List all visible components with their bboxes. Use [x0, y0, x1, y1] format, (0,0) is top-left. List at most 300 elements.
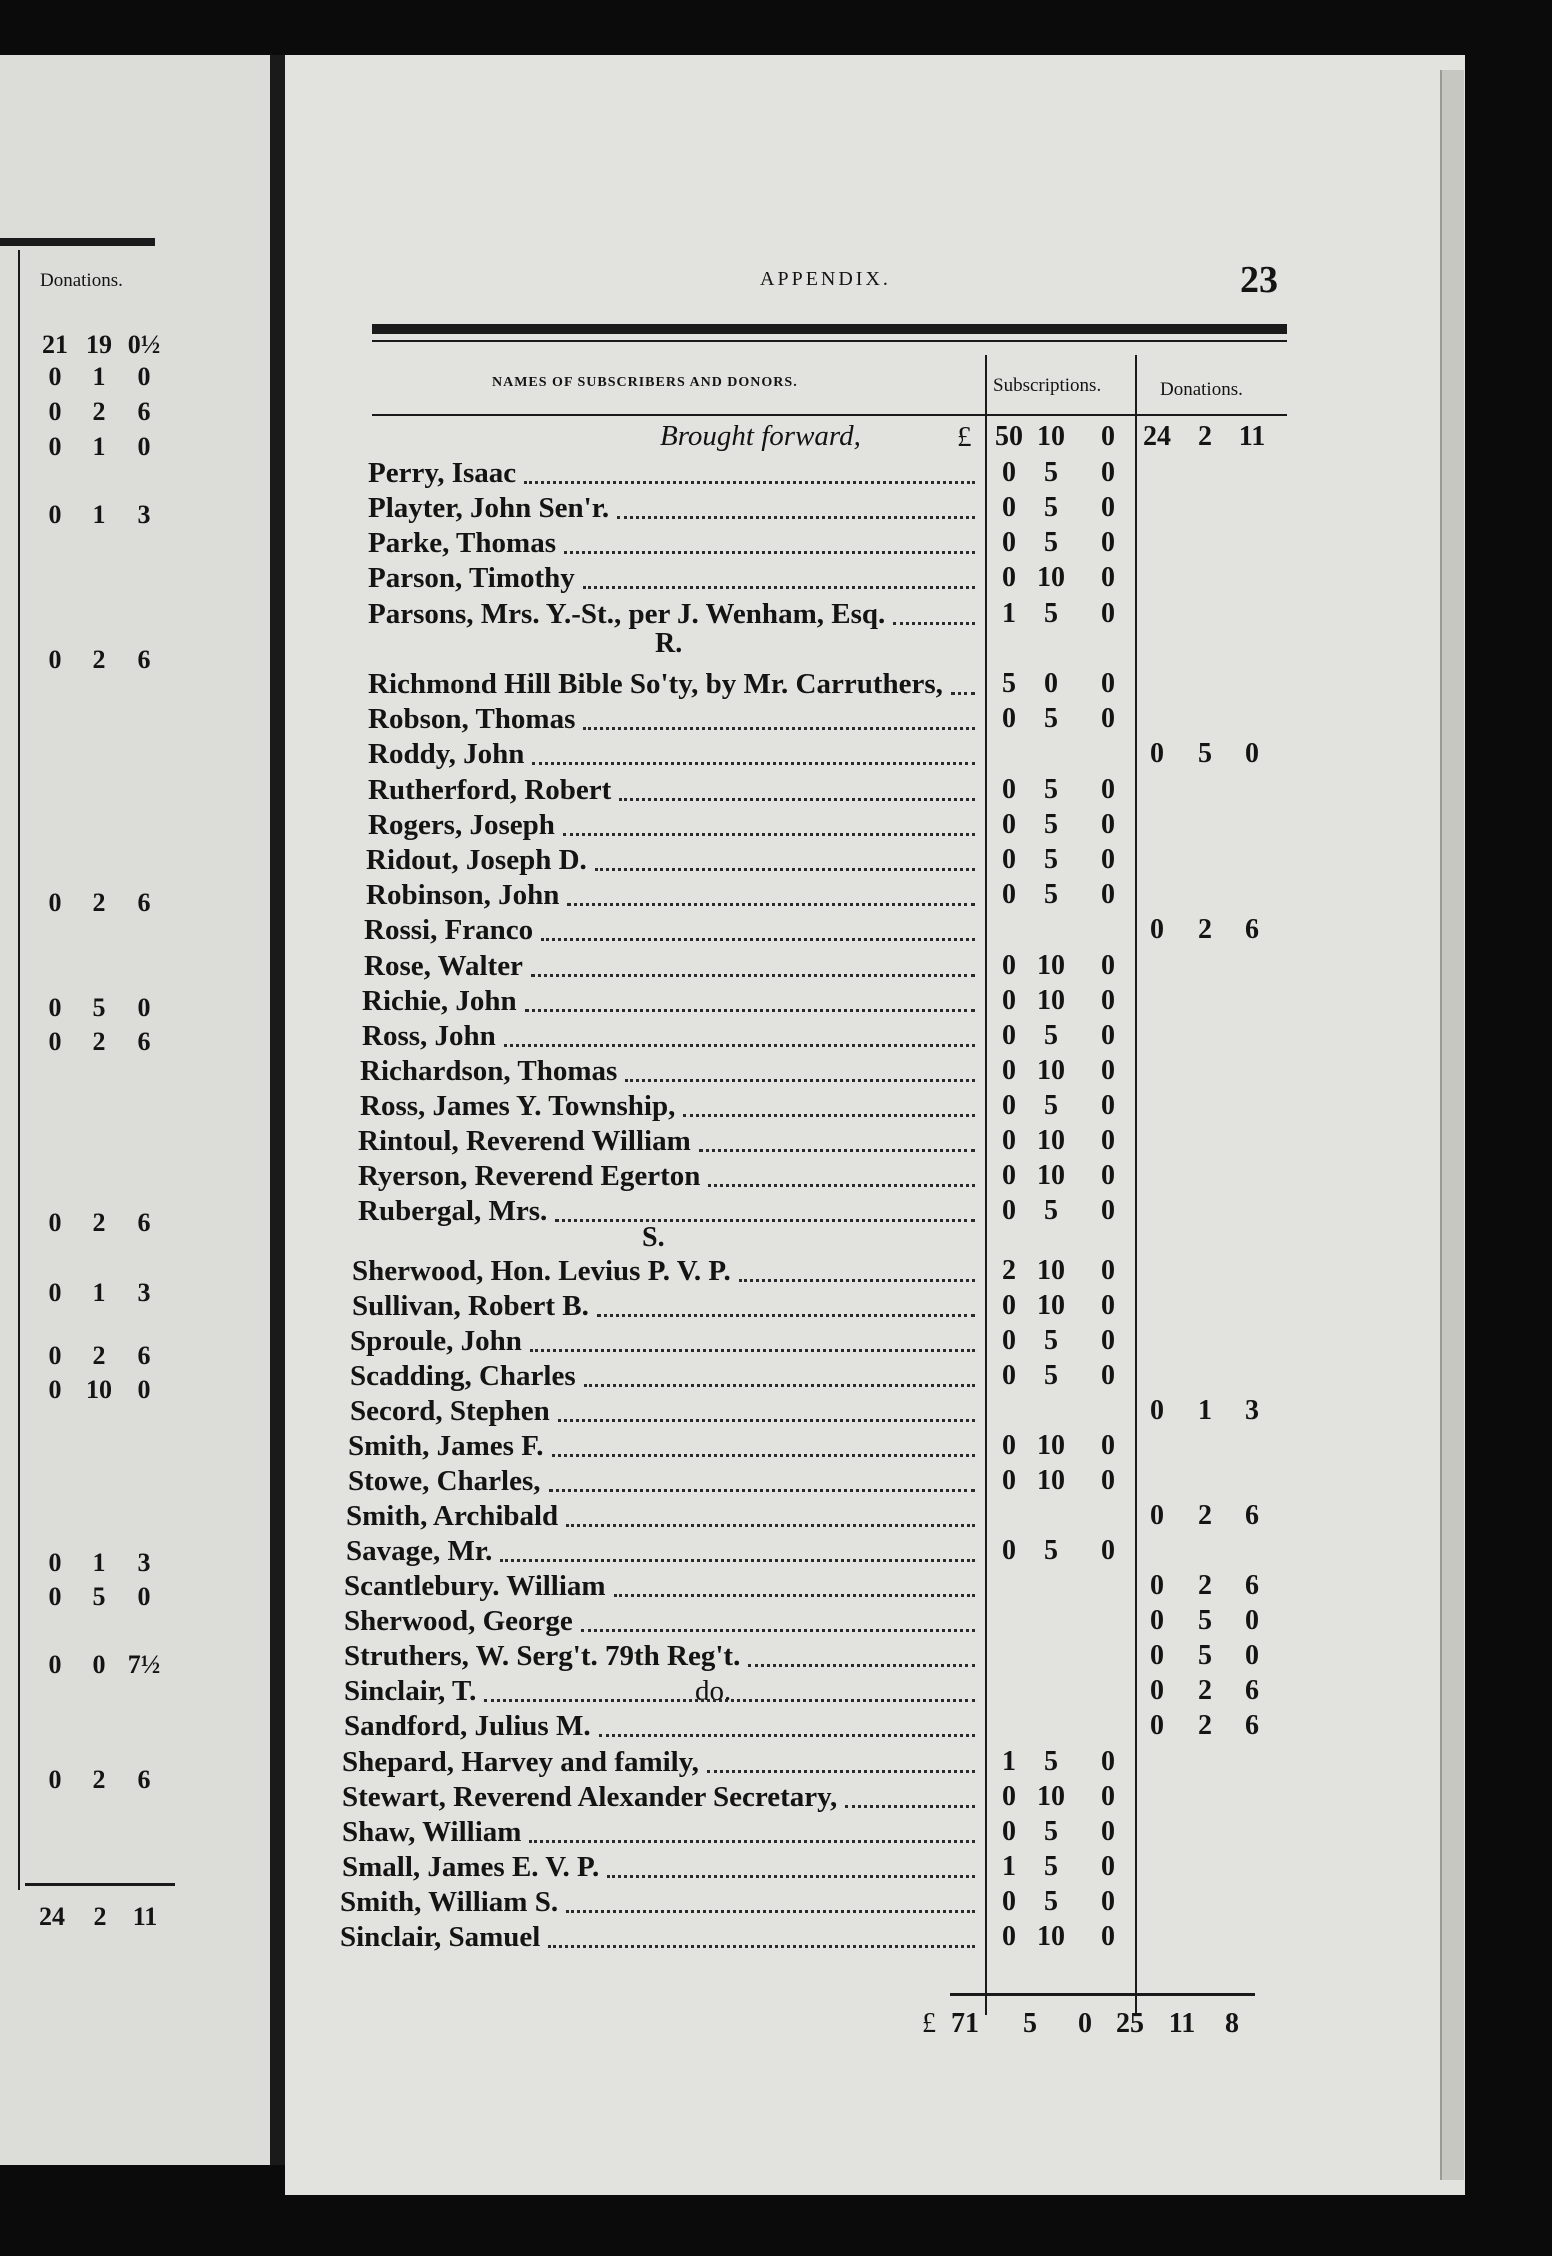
left-page-donation-pounds: 0: [48, 1548, 62, 1577]
subscription-pence: 0: [1101, 457, 1115, 488]
subscription-shillings: 5: [1044, 1535, 1058, 1566]
left-page-donation-pounds: 0: [48, 645, 62, 674]
subscription-pounds: 5: [1002, 668, 1016, 699]
subscriber-entry: [0, 1360, 1552, 1394]
subscriber-name: Ridout, Joseph D.: [366, 844, 587, 876]
dot-leader: [549, 1477, 975, 1492]
left-page-donation-shillings: 10: [86, 1375, 112, 1404]
donation-pounds: 0: [1150, 1570, 1164, 1601]
dot-leader: [552, 1442, 975, 1457]
dot-leader: [583, 715, 975, 730]
donation-shillings: 1: [1198, 1395, 1212, 1426]
subscriber-entry: [0, 668, 1552, 702]
left-page-donation-shillings: 2: [92, 1765, 106, 1794]
dot-leader: [530, 1337, 975, 1352]
subscription-pence: 0: [1101, 1090, 1115, 1121]
left-page-donation-pounds: 0: [48, 1027, 62, 1056]
subscription-pounds: 0: [1002, 1325, 1016, 1356]
dot-leader: [951, 680, 975, 695]
left-page-donation-shillings: 2: [92, 645, 106, 674]
subscriber-entry: [0, 598, 1552, 632]
brought-forward-donation-pounds: 24: [1143, 421, 1171, 452]
left-page-donation-pence: 0: [137, 432, 151, 461]
donation-pence: 6: [1245, 1710, 1259, 1741]
dot-leader: [531, 962, 975, 977]
donation-pounds: 0: [1150, 914, 1164, 945]
left-page-donation-pence: 7½: [127, 1650, 161, 1679]
subscriber-entry: [0, 492, 1552, 526]
left-page-donation-shillings: 1: [92, 1278, 106, 1307]
subscription-pounds: 0: [1002, 1020, 1016, 1051]
subscriber-name: Parsons, Mrs. Y.-St., per J. Wenham, Esq.: [368, 598, 886, 630]
subscription-pounds: 0: [1002, 1055, 1016, 1086]
subscription-pence: 0: [1101, 1465, 1115, 1496]
subscription-shillings: 5: [1044, 1886, 1058, 1917]
subscriber-name: Savage, Mr.: [346, 1535, 493, 1567]
subscriber-name: Rose, Walter: [364, 950, 523, 982]
subscriber-entry: [0, 1675, 1552, 1709]
left-page-donation-shillings: 1: [92, 362, 106, 391]
dot-leader: [583, 574, 975, 589]
left-page-donation-shillings: 5: [92, 993, 106, 1022]
subscription-pounds: 0: [1002, 1465, 1016, 1496]
subscriber-name: Robson, Thomas: [368, 703, 576, 735]
subscription-shillings: 5: [1044, 527, 1058, 558]
subscriber-entry: [0, 1195, 1552, 1229]
subscription-pounds: 0: [1002, 844, 1016, 875]
left-page-donation-shillings: 19: [86, 330, 112, 359]
subscription-shillings: 5: [1044, 1195, 1058, 1226]
subscription-pounds: 0: [1002, 1125, 1016, 1156]
subscription-pence: 0: [1101, 1816, 1115, 1847]
left-page-donation-pounds: 0: [48, 397, 62, 426]
subscriber-name: Roddy, John: [368, 738, 525, 770]
brought-forward-donation-pence: 11: [1238, 421, 1266, 452]
left-page-donation-shillings: 1: [92, 500, 106, 529]
subscription-pounds: 0: [1002, 1195, 1016, 1226]
dot-leader: [607, 1863, 975, 1878]
subscription-shillings: 10: [1037, 950, 1065, 981]
subscription-shillings: 5: [1044, 1325, 1058, 1356]
subscription-shillings: 5: [1044, 774, 1058, 805]
subscription-pounds: 0: [1002, 985, 1016, 1016]
left-page-donation-pence: 6: [137, 888, 151, 917]
left-page-donation-pounds: 0: [48, 1375, 62, 1404]
subscriber-entry: [0, 1535, 1552, 1569]
left-page-top-rule: [0, 238, 155, 246]
left-page-donation-pounds: 0: [48, 1341, 62, 1370]
subscriber-name: Secord, Stephen: [350, 1395, 550, 1427]
subscription-shillings: 10: [1037, 1055, 1065, 1086]
dot-leader: [504, 1032, 975, 1047]
subscription-shillings: 5: [1044, 1020, 1058, 1051]
subscription-pence: 0: [1101, 1195, 1115, 1226]
brought-forward-subscription-pounds: 50: [995, 421, 1023, 452]
donation-pounds: 0: [1150, 1640, 1164, 1671]
left-page-donation-pence: 0½: [127, 330, 161, 359]
donation-shillings: 5: [1198, 1640, 1212, 1671]
left-page-donation-pence: 0: [137, 362, 151, 391]
subscription-pounds: 0: [1002, 457, 1016, 488]
subscriber-entry: [0, 1395, 1552, 1429]
subscriber-entry: [0, 1640, 1552, 1674]
donation-pence: 6: [1245, 1500, 1259, 1531]
subscription-pounds: 0: [1002, 809, 1016, 840]
subscription-pence: 0: [1101, 1125, 1115, 1156]
subscriber-entry: [0, 457, 1552, 491]
subscription-shillings: 5: [1044, 1816, 1058, 1847]
subscription-shillings: 5: [1044, 844, 1058, 875]
dot-leader: [541, 926, 975, 941]
subscription-pence: 0: [1101, 1746, 1115, 1777]
left-page-donation-shillings: 5: [92, 1582, 106, 1611]
left-page-donation-pounds: 0: [48, 1208, 62, 1237]
brought-forward-subscription-pence: 0: [1101, 421, 1115, 452]
left-page-donation-row: [35, 397, 165, 427]
subscription-pounds: 1: [1002, 1746, 1016, 1777]
total-subscription-shillings: 5: [1023, 2008, 1037, 2039]
left-page-donation-pence: 0: [137, 1375, 151, 1404]
subscriber-entry: [0, 1781, 1552, 1815]
subscriber-name: Scantlebury. William: [344, 1570, 606, 1602]
brought-forward-currency: £: [957, 421, 972, 453]
subscription-shillings: 10: [1037, 1160, 1065, 1191]
subscription-shillings: 10: [1037, 1255, 1065, 1286]
subscription-pounds: 0: [1002, 1921, 1016, 1952]
donation-pence: 6: [1245, 1675, 1259, 1706]
subscriber-name: Richie, John: [362, 985, 517, 1017]
subscription-pounds: 0: [1002, 1886, 1016, 1917]
section-letter-s: S.: [642, 1222, 665, 1253]
donation-pence: 6: [1245, 914, 1259, 945]
donation-shillings: 2: [1198, 1570, 1212, 1601]
subscriber-name: Sinclair, T.: [344, 1675, 477, 1707]
dot-leader: [619, 786, 975, 801]
dot-leader: [845, 1793, 975, 1808]
dot-leader: [625, 1067, 975, 1082]
subscriber-entry: [0, 1290, 1552, 1324]
subscription-pence: 0: [1101, 562, 1115, 593]
subscription-shillings: 5: [1044, 809, 1058, 840]
subscription-pence: 0: [1101, 985, 1115, 1016]
left-page-donation-pence: 3: [137, 1548, 151, 1577]
subscriber-name: Shaw, William: [342, 1816, 522, 1848]
left-page-donation-pence: 6: [137, 1208, 151, 1237]
subscriber-name: Sherwood, George: [344, 1605, 573, 1637]
subscription-pence: 0: [1101, 492, 1115, 523]
section-letter-r: R.: [655, 628, 683, 659]
subscriber-entry: [0, 527, 1552, 561]
subscriber-name: Smith, William S.: [340, 1886, 559, 1918]
subscriber-entry: [0, 1125, 1552, 1159]
left-page-donation-pence: 0: [137, 1582, 151, 1611]
subscriber-entry: [0, 1710, 1552, 1744]
subscriber-name: Rubergal, Mrs.: [358, 1195, 548, 1227]
subscription-shillings: 10: [1037, 1125, 1065, 1156]
subscription-pounds: 0: [1002, 1430, 1016, 1461]
subscription-pounds: 0: [1002, 703, 1016, 734]
dot-leader: [525, 997, 975, 1012]
subscription-pounds: 0: [1002, 562, 1016, 593]
subscription-pence: 0: [1101, 1886, 1115, 1917]
ditto-mark: do.: [695, 1675, 732, 1707]
subscription-pounds: 0: [1002, 1090, 1016, 1121]
brought-forward-donation-shillings: 2: [1198, 421, 1212, 452]
subscriber-entry: [0, 1090, 1552, 1124]
subscription-pounds: 0: [1002, 492, 1016, 523]
subscription-pence: 0: [1101, 844, 1115, 875]
left-page-donation-pounds: 0: [48, 993, 62, 1022]
subscription-pounds: 0: [1002, 527, 1016, 558]
subscriber-entry: [0, 1465, 1552, 1499]
dot-leader: [708, 1172, 975, 1187]
dot-leader: [548, 1933, 975, 1948]
subscription-shillings: 5: [1044, 1090, 1058, 1121]
left-page-donation-shillings: 2: [92, 397, 106, 426]
left-page-donation-pence: 6: [137, 397, 151, 426]
subscriber-entry: [0, 1746, 1552, 1780]
subscription-shillings: 10: [1037, 1430, 1065, 1461]
left-page-donation-pence: 6: [137, 1765, 151, 1794]
dot-leader: [739, 1267, 975, 1282]
donation-pence: 3: [1245, 1395, 1259, 1426]
subscriber-entry: [0, 879, 1552, 913]
left-page-donation-pounds: 0: [48, 1650, 62, 1679]
dot-leader: [595, 856, 975, 871]
subscriber-entry: [0, 1851, 1552, 1885]
left-page-donation-shillings: 0: [92, 1650, 106, 1679]
left-page-donations-header: Donations.: [40, 270, 123, 291]
donation-pounds: 0: [1150, 1605, 1164, 1636]
subscriber-name: Rogers, Joseph: [368, 809, 555, 841]
left-page-donation-pounds: 0: [48, 888, 62, 917]
donation-pounds: 0: [1150, 1500, 1164, 1531]
subscriber-name: Sullivan, Robert B.: [352, 1290, 589, 1322]
subscription-shillings: 5: [1044, 1851, 1058, 1882]
dot-leader: [500, 1547, 975, 1562]
subscription-pence: 0: [1101, 1255, 1115, 1286]
subscription-shillings: 0: [1044, 668, 1058, 699]
subscription-pounds: 0: [1002, 774, 1016, 805]
subscriber-name: Robinson, John: [366, 879, 560, 911]
dot-leader: [597, 1302, 975, 1317]
left-page-donation-shillings: 2: [92, 1208, 106, 1237]
subscription-pence: 0: [1101, 1360, 1115, 1391]
subscription-pence: 0: [1101, 879, 1115, 910]
subscription-pounds: 0: [1002, 1290, 1016, 1321]
left-page-donation-shillings: 2: [92, 1341, 106, 1370]
left-page-donation-pence: 6: [137, 645, 151, 674]
subscription-pence: 0: [1101, 598, 1115, 629]
subscription-pence: 0: [1101, 1055, 1115, 1086]
subscriber-name: Rutherford, Robert: [368, 774, 612, 806]
subscription-pence: 0: [1101, 1430, 1115, 1461]
subscriber-name: Stowe, Charles,: [348, 1465, 541, 1497]
donation-shillings: 2: [1198, 1500, 1212, 1531]
subscriber-name: Parke, Thomas: [368, 527, 556, 559]
subscription-pounds: 0: [1002, 1816, 1016, 1847]
dot-leader: [581, 1617, 975, 1632]
left-page-donation-pounds: 0: [48, 1278, 62, 1307]
subscription-pence: 0: [1101, 668, 1115, 699]
subscription-pence: 0: [1101, 1921, 1115, 1952]
subscriber-entry: [0, 1921, 1552, 1955]
subscriber-entry: [0, 738, 1552, 772]
dot-leader: [566, 1512, 975, 1527]
left-page-donation-row: [35, 330, 165, 360]
totals-rule: [950, 1993, 1255, 1996]
subscriber-entry: [0, 1430, 1552, 1464]
header-thin-rule: [372, 340, 1287, 342]
donation-pence: 0: [1245, 1605, 1259, 1636]
subscription-shillings: 5: [1044, 879, 1058, 910]
donation-shillings: 5: [1198, 1605, 1212, 1636]
subscriber-entry: [0, 1160, 1552, 1194]
dot-leader: [617, 504, 975, 519]
dot-leader: [614, 1582, 975, 1597]
subscriber-name: Sinclair, Samuel: [340, 1921, 541, 1953]
subscriber-name: Struthers, W. Serg't. 79th Reg't.: [344, 1640, 741, 1672]
donation-pence: 0: [1245, 738, 1259, 769]
subscriber-entry: [0, 774, 1552, 808]
left-page-donation-pence: 0: [137, 993, 151, 1022]
left-page-donation-pounds: 0: [48, 1582, 62, 1611]
dot-leader: [566, 1898, 975, 1913]
dot-leader: [558, 1407, 975, 1422]
left-page-total-pounds: 24: [39, 1902, 65, 1931]
dot-leader: [699, 1137, 975, 1152]
total-subscription-pence: 0: [1078, 2008, 1092, 2039]
left-page-donation-shillings: 2: [92, 1027, 106, 1056]
donation-pounds: 0: [1150, 1395, 1164, 1426]
subscriber-entry: [0, 1020, 1552, 1054]
subscription-shillings: 5: [1044, 703, 1058, 734]
total-donation-pence: 8: [1225, 2008, 1239, 2039]
subscription-shillings: 5: [1044, 598, 1058, 629]
brought-forward-subscription-shillings: 10: [1037, 421, 1065, 452]
subscription-pence: 0: [1101, 1851, 1115, 1882]
left-page-donation-pence: 3: [137, 500, 151, 529]
donation-pounds: 0: [1150, 1675, 1164, 1706]
dot-leader: [524, 469, 975, 484]
subscription-shillings: 10: [1037, 985, 1065, 1016]
subscription-shillings: 5: [1044, 492, 1058, 523]
subscriptions-column-header: Subscriptions.: [993, 375, 1102, 396]
subscriber-entry: [0, 1055, 1552, 1089]
header-thick-rule: [372, 324, 1287, 334]
left-page-donation-pence: 6: [137, 1027, 151, 1056]
donation-shillings: 2: [1198, 1675, 1212, 1706]
subscriber-name: Smith, Archibald: [346, 1500, 559, 1532]
dot-leader: [555, 1207, 975, 1222]
dot-leader: [564, 539, 975, 554]
subscriber-entry: [0, 1500, 1552, 1534]
subscription-pounds: 1: [1002, 598, 1016, 629]
donation-pence: 6: [1245, 1570, 1259, 1601]
subscriber-name: Ross, James Y. Township,: [360, 1090, 676, 1122]
subscriber-entry: [0, 809, 1552, 843]
left-page-donation-shillings: 1: [92, 1548, 106, 1577]
subscription-shillings: 10: [1037, 1921, 1065, 1952]
left-page-donation-shillings: 1: [92, 432, 106, 461]
total-donation-shillings: 11: [1168, 2008, 1196, 2039]
subscription-pounds: 0: [1002, 1781, 1016, 1812]
donation-shillings: 2: [1198, 1710, 1212, 1741]
donation-shillings: 2: [1198, 914, 1212, 945]
names-column-header: NAMES OF SUBSCRIBERS AND DONORS.: [492, 375, 798, 390]
subscription-pounds: 0: [1002, 1360, 1016, 1391]
subscription-pence: 0: [1101, 774, 1115, 805]
subscriber-name: Parson, Timothy: [368, 562, 575, 594]
subscriber-entry: [0, 985, 1552, 1019]
brought-forward-label: Brought forward,: [660, 420, 861, 452]
subscription-pounds: 0: [1002, 950, 1016, 981]
dot-leader: [563, 821, 975, 836]
subscriber-name: Perry, Isaac: [368, 457, 517, 489]
subscription-pounds: 1: [1002, 1851, 1016, 1882]
subscription-pence: 0: [1101, 1535, 1115, 1566]
subscriber-name: Smith, James F.: [348, 1430, 544, 1462]
subscription-shillings: 10: [1037, 562, 1065, 593]
subscription-shillings: 10: [1037, 1290, 1065, 1321]
left-page-donation-pounds: 0: [48, 1765, 62, 1794]
left-page-donation-pounds: 21: [42, 330, 68, 359]
subscriber-entry: [0, 1886, 1552, 1920]
dot-leader: [584, 1372, 975, 1387]
left-page-donation-row: [35, 362, 165, 392]
subscriber-entry: [0, 914, 1552, 948]
total-subscription-pounds: 71: [951, 2008, 979, 2039]
subscriber-name: Richardson, Thomas: [360, 1055, 618, 1087]
subscription-shillings: 5: [1044, 457, 1058, 488]
subscription-pence: 0: [1101, 809, 1115, 840]
left-page-total-shillings: 2: [93, 1902, 107, 1931]
subscription-shillings: 5: [1044, 1360, 1058, 1391]
left-page-donation-pounds: 0: [48, 500, 62, 529]
dot-leader: [748, 1652, 975, 1667]
left-page-donation-pounds: 0: [48, 432, 62, 461]
subscription-pence: 0: [1101, 703, 1115, 734]
dot-leader: [484, 1687, 975, 1702]
subscription-shillings: 5: [1044, 1746, 1058, 1777]
subscriber-name: Rossi, Franco: [364, 914, 534, 946]
donation-pence: 0: [1245, 1640, 1259, 1671]
donation-pounds: 0: [1150, 738, 1164, 769]
dot-leader: [532, 750, 975, 765]
subscription-shillings: 10: [1037, 1781, 1065, 1812]
left-page-donation-shillings: 2: [92, 888, 106, 917]
donation-shillings: 5: [1198, 738, 1212, 769]
subscription-pence: 0: [1101, 1781, 1115, 1812]
dot-leader: [683, 1102, 975, 1117]
subscription-pence: 0: [1101, 1020, 1115, 1051]
totals-currency: £: [922, 2008, 936, 2039]
subscriber-entry: [0, 1255, 1552, 1289]
subscriber-entry: [0, 562, 1552, 596]
column-header-rule: [372, 414, 1287, 416]
dot-leader: [893, 610, 975, 625]
subscription-pence: 0: [1101, 950, 1115, 981]
subscription-pounds: 0: [1002, 1535, 1016, 1566]
dot-leader: [529, 1828, 975, 1843]
subscriber-entry: [0, 1605, 1552, 1639]
subscriber-name: Small, James E. V. P.: [342, 1851, 600, 1883]
subscriber-name: Playter, John Sen'r.: [368, 492, 610, 524]
subscription-pounds: 2: [1002, 1255, 1016, 1286]
subscription-pence: 0: [1101, 1160, 1115, 1191]
subscriber-entry: [0, 844, 1552, 878]
subscriber-entry: [0, 1570, 1552, 1604]
